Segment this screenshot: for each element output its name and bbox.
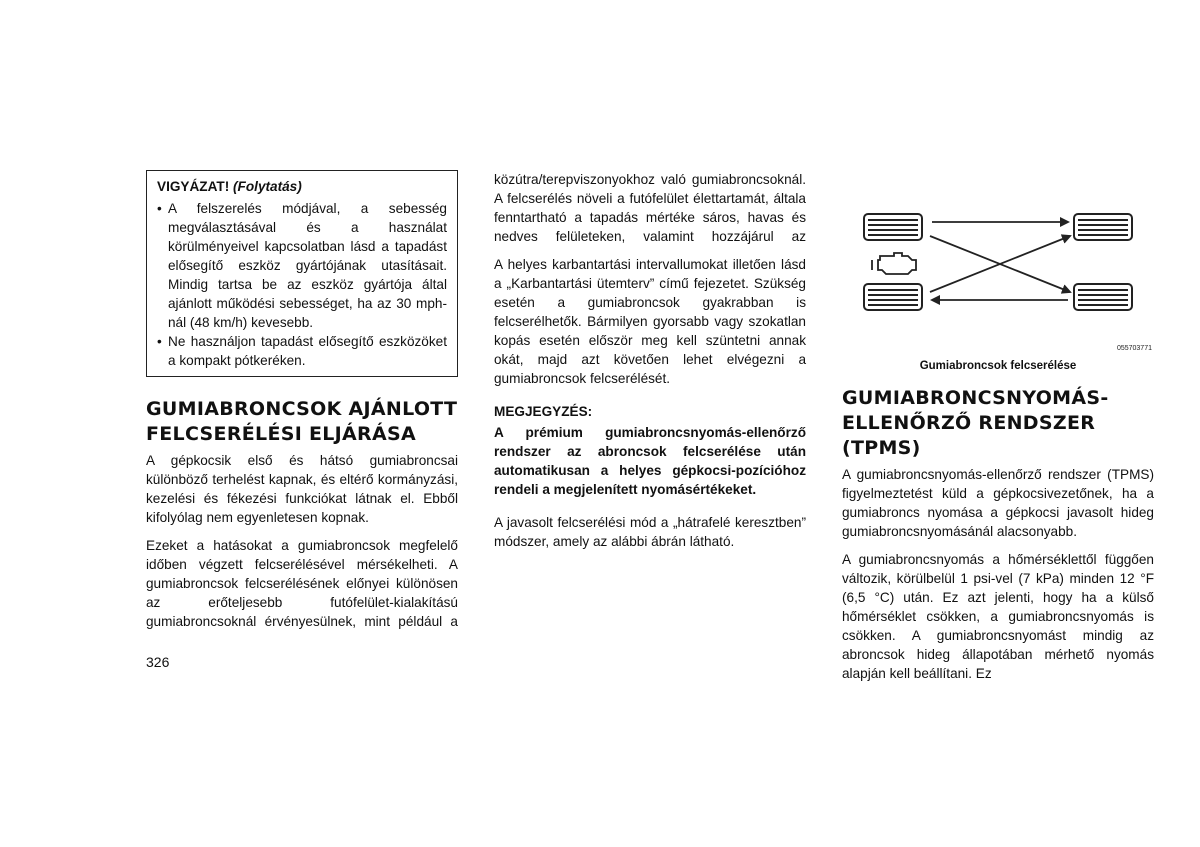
column-right [842, 386, 1154, 692]
page-number: 326 [146, 654, 170, 670]
warning-item-text: A felszerelés módjával, a sebesség megválasztásával és a használat körülményeivel kapcsolatban lásd a tapadást elősegítő eszköz gyártójának utasításait. Mindig tartsa be az eszköz gyártója által ajánlott működési sebességet, ha az 30 mph-nál (48 km/h) kevesebb. [168, 201, 447, 330]
figure-code: 055703771 [1116, 345, 1152, 352]
section-heading-rotation: GUMIABRONCSOK AJÁNLOTT FELCSERÉLÉSI ELJÁRÁSA [146, 398, 458, 445]
warning-title-suffix: (Folytatás) [233, 179, 302, 194]
paragraph-continuation: közútra/terepviszonyokhoz való gumiabroncsoknál. A felcserélés növeli a futófelület élettartamát, általa fenntartható a tapadás mértéke sáros, havas és nedves felületeken, valamint hozzájárul az [494, 172, 806, 244]
bullet: • [157, 201, 162, 216]
rotation-arrows [930, 222, 1070, 300]
figure-caption: Gumiabroncsok felcserélése [919, 360, 1077, 372]
section-heading-tpms: GUMIABRONCSNYOMÁS-ELLENŐRZŐ RENDSZER (TPMS) [842, 387, 1109, 459]
warning-box [146, 170, 458, 377]
tire-rotation-diagram [842, 200, 1154, 360]
warning-item-text: Ne használjon tapadást elősegítő eszközöket a kompakt pótkeréken. [168, 334, 447, 368]
warning-heading [157, 177, 447, 196]
tire-rear-right-icon [1074, 284, 1132, 310]
paragraph: Ezeket a hatásokat a gumiabroncsok megfelelő időben végzett felcserélésével mérsékelheti. A gumiabroncsok felcserélésének előnyei különösen az erőteljesebb futófelület-kialakítású gumiabroncsoknál érvényesülnek, mint például a [146, 538, 458, 629]
paragraph: A gépkocsik első és hátsó gumiabroncsai különböző terhelést kapnak, és eltérő kormányzási, kezelési és fékezési funkciókat látnak el. Ebből kifolyólag nem egyenletesen kopnak. [146, 453, 458, 525]
column-middle [494, 170, 806, 560]
paragraph: A gumiabroncsnyomás-ellenőrző rendszer (TPMS) figyelmeztetést küld a gépkocsivezetőnek, ha a gumiabroncs nyomása a gépkocsi javasolt hideg gumiabroncsnyomásánál alacsonyabb. [842, 467, 1154, 539]
engine-icon [872, 253, 916, 274]
paragraph-continuation-wrapper [494, 170, 806, 246]
warning-item [157, 199, 447, 332]
tire-rear-left-icon [864, 284, 922, 310]
paragraph: A gumiabroncsnyomás a hőmérséklettől függően változik, körülbelül 1 psi-vel (7 kPa) minden 12 °F (6,5 °C) után. Ez azt jelenti, hogy ha a külső hőmérséklet csökken, a gumiabroncsnyomás is csökken. A gumiabroncsnyomást mindig az abroncsok hideg állapotában mérhető nyomás alapján kell beállítani. Ez [842, 552, 1154, 681]
tire-front-right-icon [1074, 214, 1132, 240]
note-heading: MEGJEGYZÉS: [494, 404, 593, 419]
paragraph: A javasolt felcserélési mód a „hátrafelé keresztben” módszer, amely az alábbi ábrán látható. [494, 515, 806, 549]
paragraph: A helyes karbantartási intervallumokat illetően lásd a „Karbantartási ütemterv” című fejezetet. Szükség esetén a gumiabroncsok gyakrabban is felcserélhetők. Bármilyen gyorsabb vagy szokatlan kopás esetén először meg kell szüntetni annak okát, majd azt követően lehet elvégezni a gumiabroncsok felcserélését. [494, 257, 806, 386]
tire-front-left-icon [864, 214, 922, 240]
warning-title: VIGYÁZAT! [157, 179, 230, 194]
note-text: A prémium gumiabroncsnyomás-ellenőrző rendszer az abroncsok felcserélése után automatikusan a helyes gépkocsi-pozícióhoz rendeli a megjelenített nyomásértékeket. [494, 425, 806, 497]
warning-list [157, 199, 447, 370]
warning-item [157, 332, 447, 370]
column-left [146, 170, 458, 631]
bullet: • [157, 334, 162, 349]
